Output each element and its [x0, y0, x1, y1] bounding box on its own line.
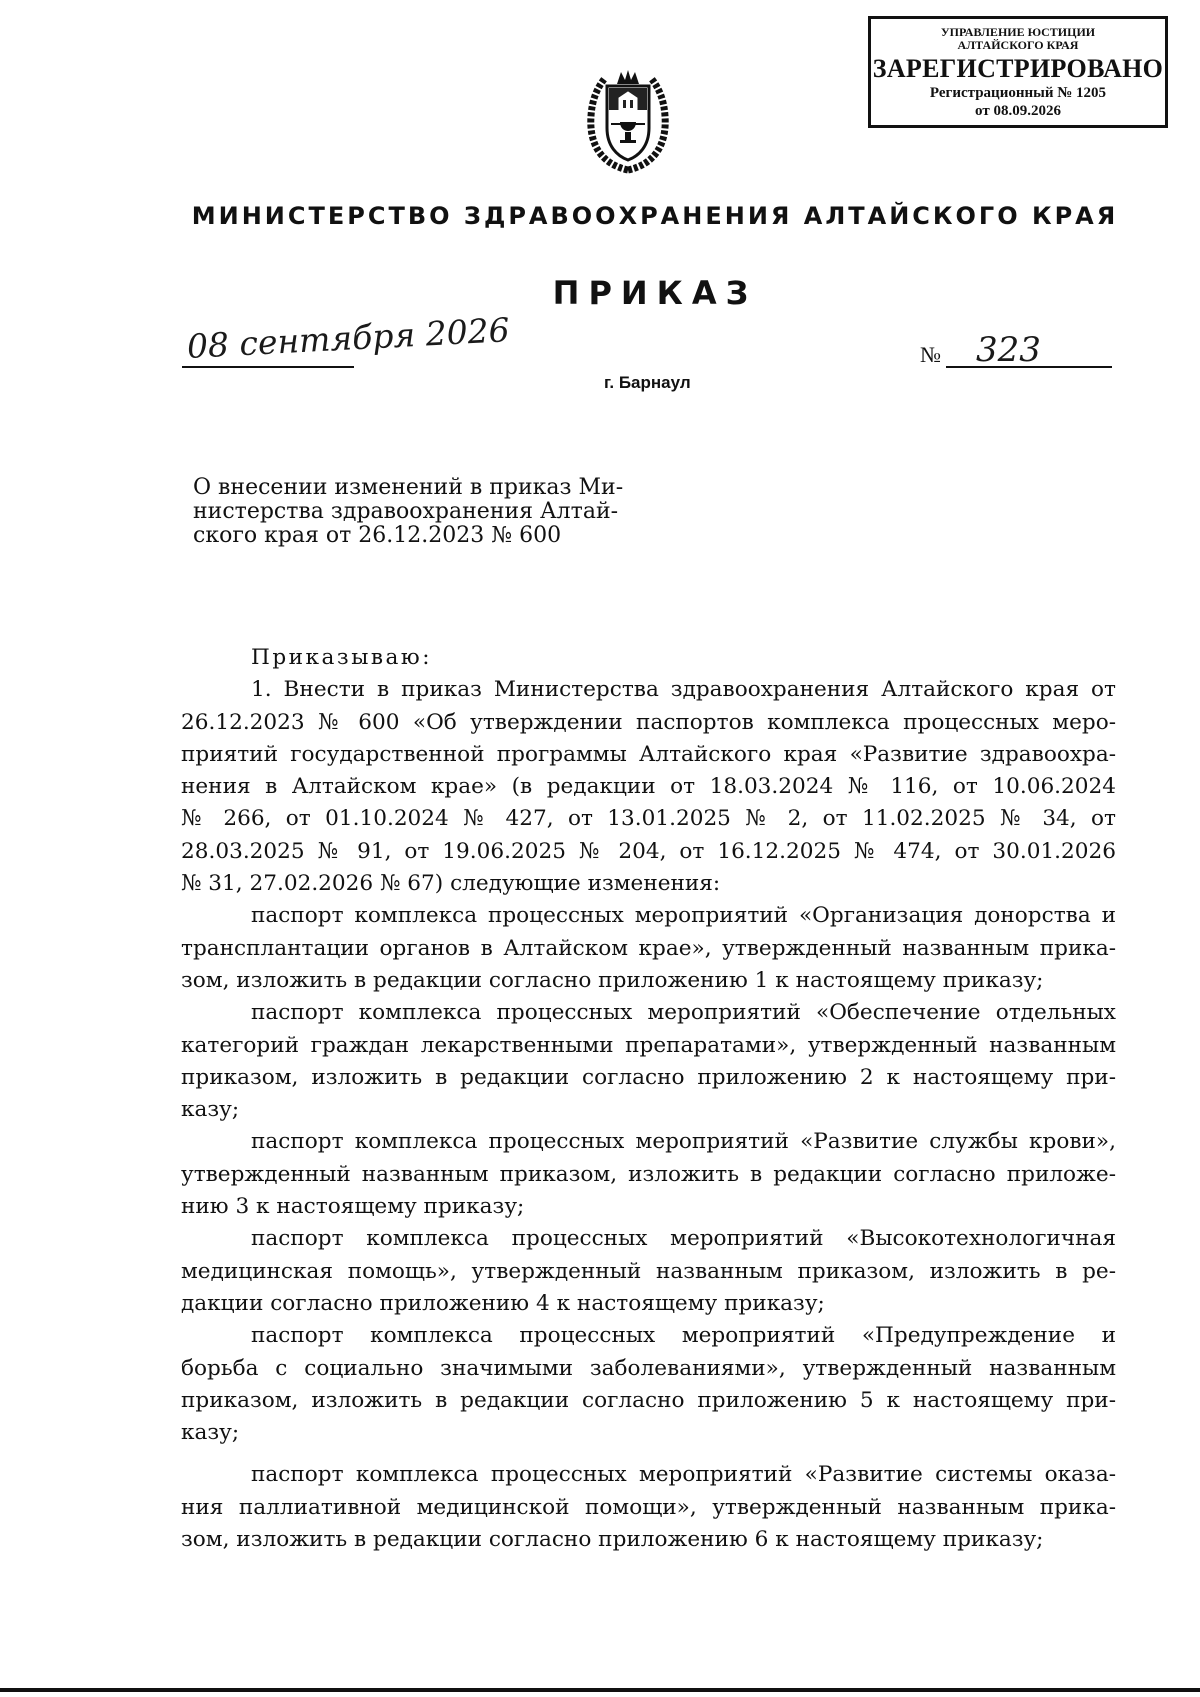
- paragraph-line: казу;: [181, 1420, 240, 1446]
- order-word: Приказываю:: [251, 645, 432, 670]
- paragraph-line: трансплантации органов в Алтайском крае», утвержденный названным прика-: [181, 935, 1116, 961]
- coat-of-arms-icon: [587, 66, 669, 174]
- paragraph-line: утвержденный названным приказом, изложить в редакции согласно приложе-: [181, 1161, 1116, 1187]
- paragraph-line: медицинская помощь», утвержденный названным приказом, изложить в ре-: [181, 1258, 1116, 1284]
- paragraph-line: дакции согласно приложению 4 к настоящему приказу;: [181, 1290, 825, 1316]
- paragraph-line: паспорт комплекса процессных мероприятий «Обеспечение отдельных: [251, 1000, 1116, 1026]
- stamp-agency: УПРАВЛЕНИЕ ЮСТИЦИИ: [940, 25, 1096, 39]
- order-body: [181, 642, 1116, 1556]
- stamp-region: АЛТАЙСКОГО КРАЯ: [957, 38, 1079, 52]
- subject-line: нистерства здравоохранения Алтай-: [193, 499, 619, 524]
- paragraph-line: казу;: [181, 1097, 240, 1123]
- paragraph-line: зом, изложить в редакции согласно приложению 1 к настоящему приказу;: [181, 967, 1044, 993]
- paragraph-line: паспорт комплекса процессных мероприятий «Развитие службы крови»,: [251, 1129, 1116, 1155]
- date-underline: [182, 366, 354, 368]
- city-label: г. Барнаул: [604, 373, 691, 392]
- paragraph-line: 26.12.2023 № 600 «Об утверждении паспортов комплекса процессных меро-: [181, 709, 1116, 735]
- page-bottom-border: [0, 1688, 1200, 1692]
- subject-line: ского края от 26.12.2023 № 600: [193, 523, 562, 548]
- paragraph-line: паспорт комплекса процессных мероприятий «Организация донорства и: [251, 903, 1116, 929]
- paragraph-line: 28.03.2025 № 91, от 19.06.2025 № 204, от 16.12.2025 № 474, от 30.01.2026: [181, 838, 1116, 864]
- subject-line: О внесении изменений в приказ Ми-: [193, 475, 624, 500]
- paragraph-line: нию 3 к настоящему приказу;: [181, 1194, 525, 1220]
- paragraph-line: зом, изложить в редакции согласно приложению 6 к настоящему приказу;: [181, 1527, 1044, 1553]
- handwritten-number: 323: [976, 330, 1041, 370]
- paragraph-line: паспорт комплекса процессных мероприятий «Предупреждение и: [251, 1323, 1116, 1349]
- paragraph-line: паспорт комплекса процессных мероприятий «Высокотехнологичная: [251, 1226, 1116, 1252]
- order-subject: [193, 476, 653, 548]
- paragraph-line: паспорт комплекса процессных мероприятий «Развитие системы оказа-: [251, 1462, 1116, 1488]
- paragraph-line: категорий граждан лекарственными препаратами», утвержденный названным: [181, 1032, 1116, 1058]
- document-type-title: ПРИКАЗ: [552, 274, 758, 312]
- stamp-status: ЗАРЕГИСТРИРОВАНО: [872, 54, 1164, 83]
- paragraph-line: 1. Внести в приказ Министерства здравоохранения Алтайского края от: [251, 677, 1116, 703]
- paragraph-line: ния паллиативной медицинской помощи», утвержденный названным прика-: [181, 1494, 1116, 1520]
- paragraph-line: приказом, изложить в редакции согласно приложению 5 к настоящему при-: [181, 1387, 1116, 1413]
- ministry-name: МИНИСТЕРСТВО ЗДРАВООХРАНЕНИЯ АЛТАЙСКОГО КРАЯ: [191, 202, 1119, 230]
- number-label: №: [920, 342, 941, 367]
- stamp-reg-date: от 08.09.2026: [975, 103, 1061, 119]
- paragraph-line: приятий государственной программы Алтайского края «Развитие здравоохра-: [181, 741, 1116, 767]
- paragraph-line: № 31, 27.02.2026 № 67) следующие изменения:: [181, 871, 721, 897]
- paragraph-line: приказом, изложить в редакции согласно приложению 2 к настоящему при-: [181, 1064, 1116, 1090]
- paragraph-line: борьба с социально значимыми заболеваниями», утвержденный названным: [181, 1355, 1116, 1381]
- paragraph-line: № 266, от 01.10.2024 № 427, от 13.01.2025 № 2, от 11.02.2025 № 34, от: [181, 806, 1116, 832]
- paragraph-line: нения в Алтайском крае» (в редакции от 18.03.2024 № 116, от 10.06.2024: [181, 774, 1116, 800]
- stamp-reg-number: Регистрационный № 1205: [929, 85, 1107, 101]
- registration-stamp: [868, 16, 1168, 128]
- number-underline: [946, 366, 1112, 368]
- handwritten-date: 08 сентября 2026: [185, 310, 511, 366]
